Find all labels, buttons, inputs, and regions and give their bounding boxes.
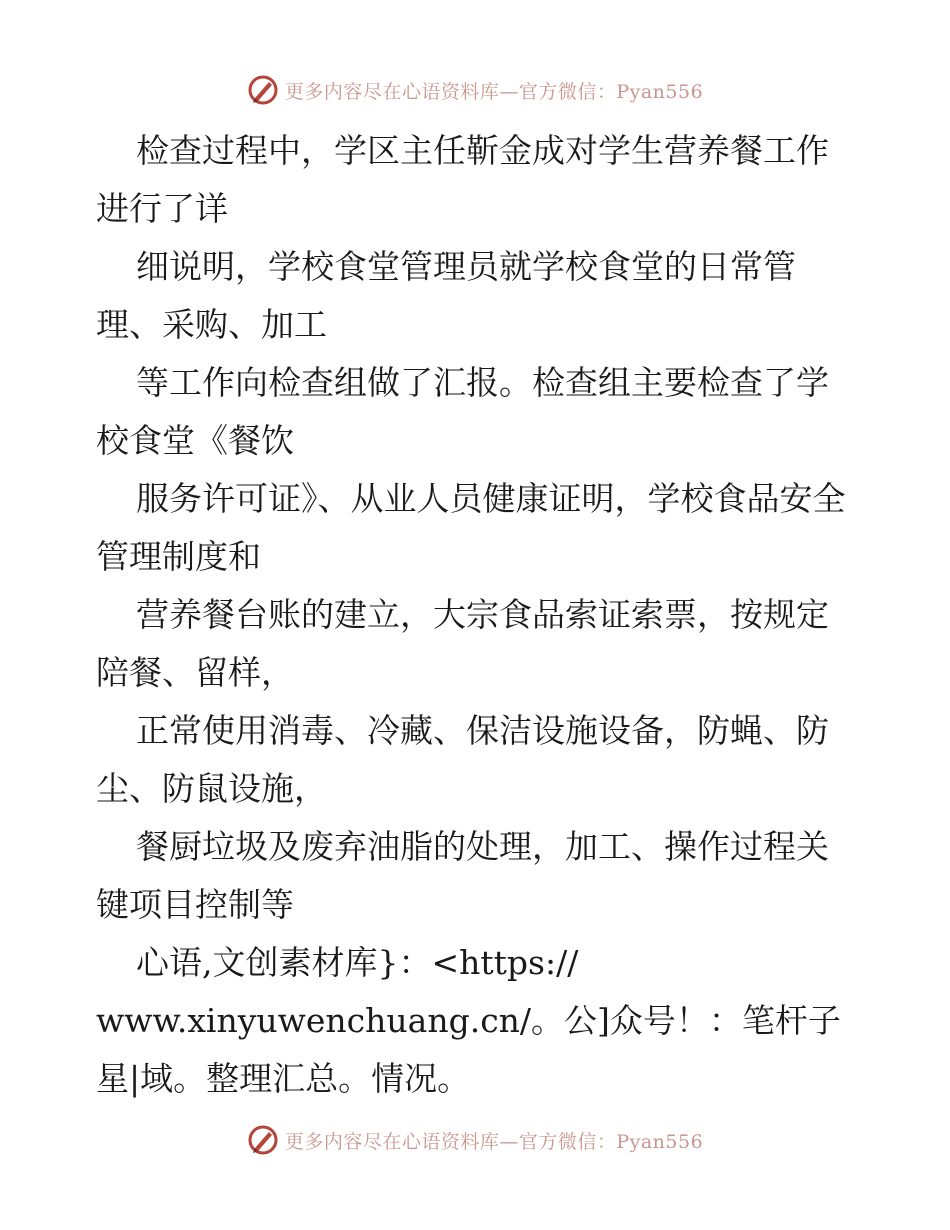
pen-logo-icon [247, 74, 279, 106]
paragraph-8: 心语,文创素材库}：<https:// [136, 943, 579, 982]
paragraph-4: 服务许可证》、从业人员健康证明，学校食品安全管理制度和 [96, 479, 846, 576]
footer-banner [0, 1120, 950, 1160]
paragraph-1: 检查过程中，学区主任靳金成对学生营养餐工作进行了详 [96, 131, 829, 228]
paragraph-2: 细说明，学校食堂管理员就学校食堂的日常管理、采购、加工 [96, 247, 796, 344]
pen-logo-icon [247, 1124, 279, 1156]
header-banner [0, 70, 950, 110]
footer-banner-text: 更多内容尽在心语资料库—官方微信：Pyan556 [284, 1130, 704, 1153]
paragraph-3: 等工作向检查组做了汇报。检查组主要检查了学校食堂《餐饮 [96, 363, 829, 460]
paragraph-9: www.xinyuwenchuang.cn/。公]众号！：笔杆子星|域。整理汇总。情况。 [96, 1001, 841, 1098]
header-banner-text: 更多内容尽在心语资料库—官方微信：Pyan556 [284, 80, 704, 103]
paragraph-7: 餐厨垃圾及废弃油脂的处理，加工、操作过程关键项目控制等 [96, 827, 829, 924]
paragraph-5: 营养餐台账的建立，大宗食品索证索票，按规定陪餐、留样， [96, 595, 829, 692]
document-body [96, 122, 856, 1108]
paragraph-6: 正常使用消毒、冷藏、保洁设施设备，防蝇、防尘、防鼠设施， [96, 711, 829, 808]
